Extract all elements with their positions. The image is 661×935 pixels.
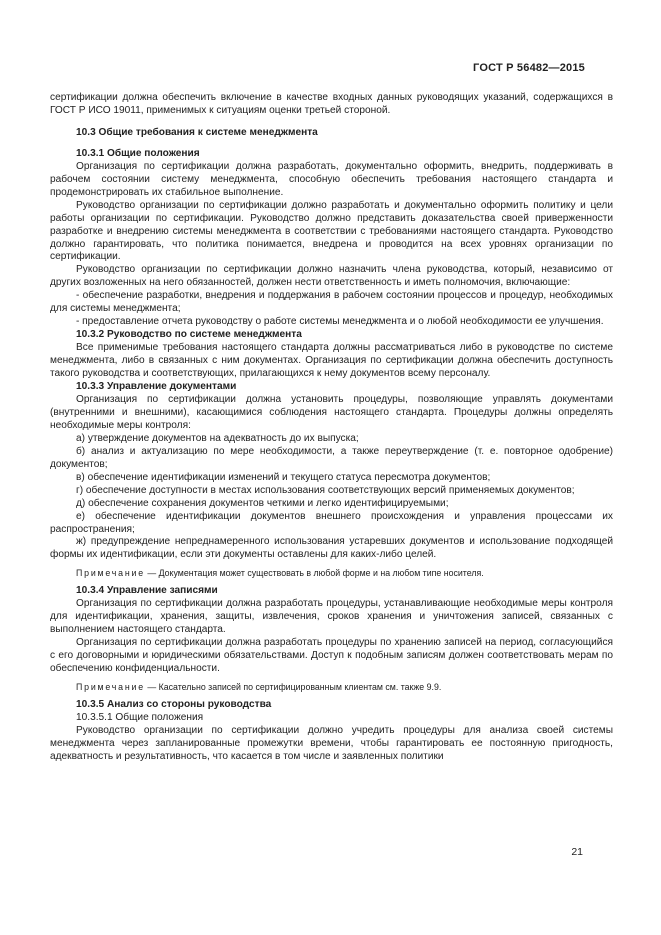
subsection-heading-10-3-5-1: 10.3.5.1 Общие положения	[76, 711, 204, 723]
paragraph: Организация по сертификации должна разработать процедуры по хранению записей на период, согласующийся с его договорными и юридическими обязательствами. Доступ к подобным записям должен соответствовать мерам по обеспечению конфиденциальности.	[50, 637, 613, 675]
page-number: 21	[571, 846, 583, 858]
subsection-heading-10-3-5: 10.3.5 Анализ со стороны руководства	[76, 698, 272, 710]
document-body	[50, 92, 613, 764]
list-item: ж) предупреждение непреднамеренного использования устаревших документов и использование подходящей формы их идентификации, если эти документы оставлены для каких-либо целей.	[50, 536, 613, 561]
note-label: Примечание	[76, 681, 145, 692]
subsection-heading-10-3-4: 10.3.4 Управление записями	[76, 585, 218, 597]
paragraph: Руководство организации по сертификации должно назначить члена руководства, который, независимо от других возложенных на него обязанностей, должен нести ответственность и иметь полномочия, включающие:	[50, 264, 613, 289]
paragraph: Организация по сертификации должна установить процедуры, позволяющие управлять документами (внутренними и внешними), касающимися соблюдения настоящего стандарта. Процедуры должны определять необходимые меры контроля:	[50, 393, 613, 431]
subsection-heading-10-3-1: 10.3.1 Общие положения	[76, 147, 200, 159]
list-item: е) обеспечение идентификации документов внешнего происхождения и управления процессами их распространения;	[50, 510, 613, 535]
list-item: б) анализ и актуализацию по мере необходимости, а также переутверждение (т. е. повторное одобрение) документов;	[50, 445, 613, 470]
subsection-heading-10-3-3: 10.3.3 Управление документами	[76, 381, 237, 393]
paragraph: Все применимые требования настоящего стандарта должны рассматриваться либо в руководстве по системе менеджмента, либо в связанных с ним документах. Организация по сертификации должна обеспечить доступность такого руководства и соответствующих, прилагающихся к нему документов всему персоналу.	[50, 342, 613, 380]
paragraph: Руководство организации по сертификации должно разработать и документально оформить политику и цели работы организации по сертификации. Руководство должно представить доказательства своей приверженности разработке и внедрению системы менеджмента в соответствии с требованиями настоящего стандарта. Руководство должно гарантировать, что политика понимается, внедрена и проводится на всех уровнях организации по сертификации.	[50, 199, 613, 263]
list-item: д) обеспечение сохранения документов четкими и легко идентифицируемыми;	[76, 497, 449, 509]
paragraph: Руководство организации по сертификации должно учредить процедуры для анализа своей системы менеджмента через запланированные промежутки времени, чтобы гарантировать ее постоянную пригодность, адекватность и результативность, что касается в том числе и заявленных политики	[50, 724, 613, 762]
note	[50, 681, 613, 694]
list-item: г) обеспечение доступности в местах использования соответствующих версий применяемых документов;	[76, 484, 575, 496]
note-text: — Касательно записей по сертифицированным клиентам см. также 9.9.	[144, 681, 442, 692]
document-header: ГОСТ Р 56482—2015	[473, 62, 585, 74]
note	[50, 567, 613, 580]
list-item: а) утверждение документов на адекватность до их выпуска;	[76, 432, 359, 444]
note-label: Примечание	[76, 568, 145, 579]
list-item: - предоставление отчета руководству о работе системы менеджмента и о любой необходимости ее улучшения.	[76, 316, 604, 328]
section-heading-10-3: 10.3 Общие требования к системе менеджмента	[76, 126, 318, 138]
list-item: в) обеспечение идентификации изменений и текущего статуса пересмотра документов;	[76, 471, 491, 483]
paragraph: Организация по сертификации должна разработать процедуры, устанавливающие необходимые меры контроля для идентификации, хранения, защиты, извлечения, сроков хранения и уничтожения записей, связанных с выполнением настоящего стандарта.	[50, 598, 613, 636]
subsection-heading-10-3-2: 10.3.2 Руководство по системе менеджмента	[76, 329, 302, 341]
note-text: — Документация может существовать в любой форме и на любом типе носителя.	[144, 568, 484, 579]
paragraph: Организация по сертификации должна разработать, документально оформить, внедрить, поддерживать в рабочем состоянии систему менеджмента, способную обеспечить требования настоящего стандарта и продемонстрировать их стабильное выполнение.	[50, 160, 613, 198]
list-item: - обеспечение разработки, внедрения и поддержания в рабочем состоянии процессов и процедур, необходимых для системы менеджмента;	[50, 290, 613, 315]
paragraph-intro: сертификации должна обеспечить включение в качестве входных данных руководящих указаний, содержащихся в ГОСТ Р ИСО 19011, применимых к ситуациям оценки третьей стороной.	[50, 92, 613, 116]
